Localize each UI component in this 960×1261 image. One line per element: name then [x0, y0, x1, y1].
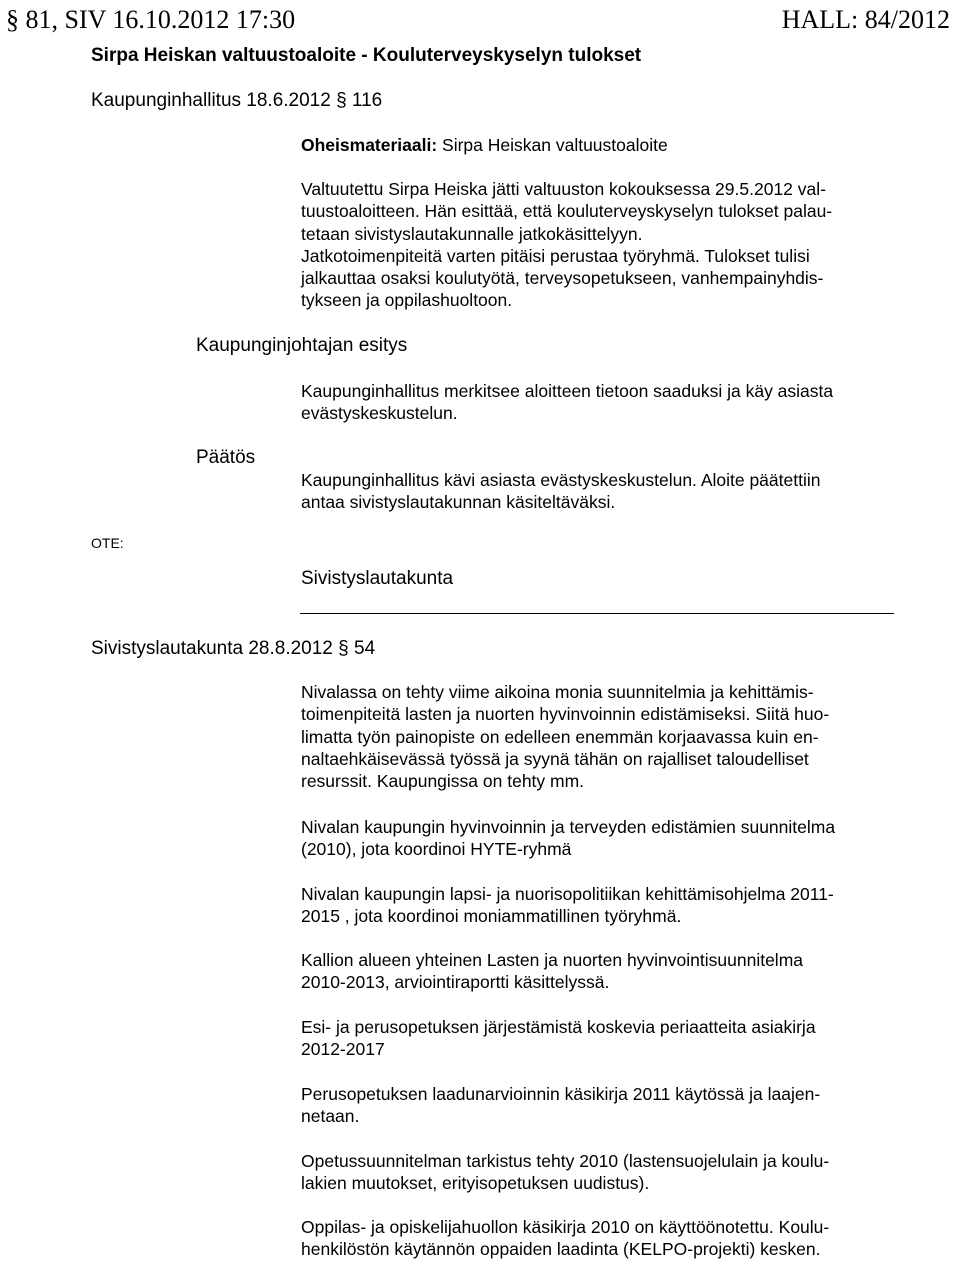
text-line: Perusopetuksen laadunarvioinnin käsikirja 2011 käytössä ja laajen-	[301, 1084, 821, 1104]
paragraph	[301, 816, 901, 861]
text-line: tykseen ja oppilashuoltoon.	[301, 290, 513, 311]
text-line: jalkauttaa osaksi koulutyötä, terveysopetukseen, vanhempainyhdis-	[301, 268, 824, 289]
text-line: (2010), jota koordinoi HYTE-ryhmä	[301, 839, 572, 860]
text-line: Nivalan kaupungin lapsi- ja nuorisopolitiikan kehittämisohjelma 2011-	[301, 884, 834, 904]
paragraph	[301, 883, 901, 928]
intro-paragraph	[301, 178, 901, 312]
paragraph	[301, 681, 901, 792]
text-line: Jatkotoimenpiteitä varten pitäisi perustaa työryhmä. Tulokset tulisi	[301, 245, 810, 266]
text-line: Kallion alueen yhteinen Lasten ja nuorten hyvinvointisuunnitelma	[301, 950, 804, 970]
committee-reference: Sivistyslautakunta 28.8.2012 § 54	[91, 638, 376, 659]
proposal-label: Kaupunginjohtajan esitys	[196, 335, 408, 356]
proposal-text	[301, 380, 901, 425]
text-line: lakien muutokset, erityisopetuksen uudistus).	[301, 1173, 650, 1194]
text-line: 2010-2013, arviointiraportti käsittelyssä.	[301, 972, 610, 993]
text-line: 2012-2017	[301, 1039, 385, 1060]
page-header	[0, 0, 960, 38]
text-line: toimenpiteitä lasten ja nuorten hyvinvoinnin edistämiseksi. Siitä huo-	[301, 704, 830, 725]
attachment-label: Oheismateriaali:	[301, 135, 438, 155]
paragraph	[301, 949, 901, 994]
text-line: netaan.	[301, 1106, 360, 1127]
text-line: Nivalan kaupungin hyvinvoinnin ja terveyden edistämien suunnitelma	[301, 817, 836, 837]
text-line: Kaupunginhallitus merkitsee aloitteen tietoon saaduksi ja käy asiasta	[301, 381, 834, 401]
text-line: Valtuutettu Sirpa Heiska jätti valtuuston kokouksessa 29.5.2012 val-	[301, 179, 826, 199]
committee-title: Sivistyslautakunta	[301, 568, 454, 589]
text-line: Nivalassa on tehty viime aikoina monia suunnitelmia ja kehittämis-	[301, 682, 814, 702]
paragraph	[301, 1016, 901, 1061]
text-line: Kaupunginhallitus kävi asiasta evästyskeskustelun. Aloite päätettiin	[301, 470, 821, 490]
text-line: 2015 , jota koordinoi moniammatillinen työryhmä.	[301, 906, 682, 927]
text-line: henkilöstön käytännön oppaiden laadinta (KELPO-projekti) kesken.	[301, 1239, 821, 1260]
document-number: HALL: 84/2012	[781, 5, 950, 34]
text-line: evästyskeskustelun.	[301, 403, 458, 424]
text-line: Esi- ja perusopetuksen järjestämistä koskevia periaatteita asiakirja	[301, 1017, 816, 1037]
attachment-text: Sirpa Heiskan valtuustoaloite	[437, 135, 668, 155]
text-line: naltaehkäisevässä työssä ja syynä tähän on rajalliset taloudelliset	[301, 748, 809, 769]
paragraph	[301, 1150, 901, 1195]
ote-label: OTE:	[91, 535, 124, 551]
text-line: tuustoaloitteen. Hän esittää, että kouluterveyskyselyn tulokset palau-	[301, 201, 833, 222]
document-title: Sirpa Heiskan valtuustoaloite - Kouluterveyskyselyn tulokset	[91, 45, 642, 66]
section-reference: § 81, SIV 16.10.2012 17:30	[6, 5, 296, 34]
divider	[300, 613, 894, 614]
text-line: Oppilas- ja opiskelijahuollon käsikirja 2010 on käyttöönotettu. Koulu-	[301, 1217, 830, 1237]
decision-text	[301, 469, 901, 514]
paragraph	[301, 1083, 901, 1128]
text-line: Opetussuunnitelman tarkistus tehty 2010 (lastensuojelulain ja koulu-	[301, 1151, 830, 1171]
decision-label: Päätös	[196, 447, 256, 468]
paragraph	[301, 1216, 901, 1261]
attachment-line	[301, 134, 901, 156]
text-line: resurssit. Kaupungissa on tehty mm.	[301, 771, 585, 792]
board-reference: Kaupunginhallitus 18.6.2012 § 116	[91, 90, 383, 111]
text-line: antaa sivistyslautakunnan käsiteltäväksi.	[301, 492, 616, 513]
text-line: limatta työn painopiste on edelleen enemmän korjaavassa kuin en-	[301, 726, 819, 747]
text-line: tetaan sivistyslautakunnalle jatkokäsittelyyn.	[301, 223, 643, 244]
